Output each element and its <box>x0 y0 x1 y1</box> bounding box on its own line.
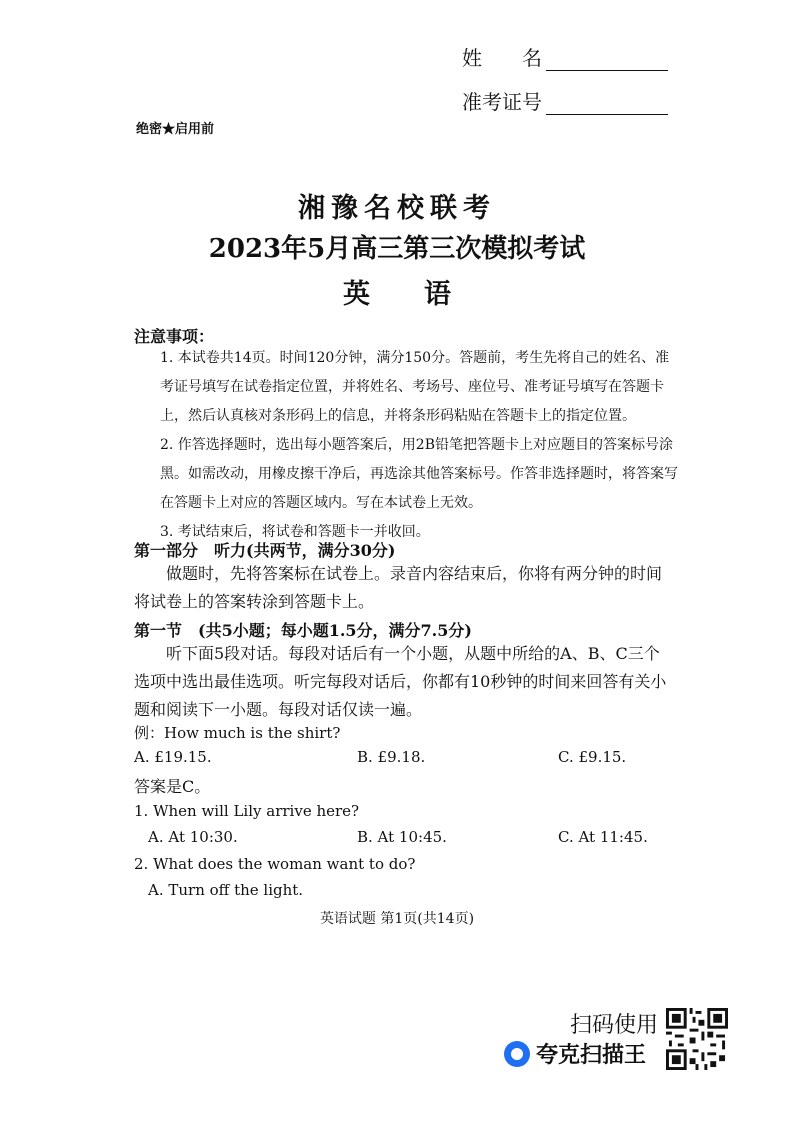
secret-label: 绝密★启用前 <box>136 122 215 137</box>
subject-title: 英 语 <box>343 279 451 310</box>
question-2-stem: 2. What does the woman want to do? <box>134 855 416 873</box>
qr-code-icon[interactable] <box>666 1008 728 1070</box>
notice-item: 3. 考试结束后，将试卷和答题卡一并收回。 <box>160 524 430 540</box>
scanner-brand <box>504 1038 646 1069</box>
section1-intro: 听下面5段对话。每段对话后有一个小题，从题中所给的A、B、C三个选项中选出最佳选项。听完每段对话后，你都有10秒钟的时间来回答有关小题和阅读下一小题。每段对话仅读一遍。 <box>134 644 667 719</box>
notice-heading: 注意事项： <box>134 327 215 346</box>
name-field <box>462 42 668 71</box>
name-blank <box>546 52 668 71</box>
example-option-c: C. £9.15. <box>558 748 627 766</box>
page-footer: 英语试题 第1页(共14页) <box>319 911 475 927</box>
scan-label: 扫码使用 <box>570 1013 659 1038</box>
question-1-option-c: C. At 11:45. <box>558 828 648 846</box>
ticket-blank <box>546 96 668 115</box>
name-label: 姓 名 <box>462 46 542 70</box>
notice-item: 2. 作答选择题时，选出每小题答案后，用2B铅笔把答题卡上对应题目的答案标号涂黑。如需改动，用橡皮擦干净后，再选涂其他答案标号。作答非选择题时，将答案写在答题卡上对应的答题区域内。写在本试卷上无效。 <box>160 437 678 511</box>
part1-heading: 第一部分 听力(共两节，满分30分) <box>134 541 396 560</box>
example-question: 例：How much is the shirt? <box>134 724 341 742</box>
question-1-stem: 1. When will Lily arrive here? <box>134 802 360 820</box>
exam-title: 2023年5月高三第三次模拟考试 <box>208 234 586 264</box>
question-1-option-a: A. At 10:30. <box>148 828 238 846</box>
scanner-brand-name: 夸克扫描王 <box>536 1043 647 1068</box>
notice-item: 1. 本试卷共14页。时间120分钟，满分150分。答题前，考生先将自己的姓名、准考证号填写在试卷指定位置，并将姓名、考场号、座位号、准考证号填写在答题卡上，然后认真核对条形码上的信息，并将条形码粘贴在答题卡上的指定位置。 <box>160 350 670 424</box>
section1-heading: 第一节 (共5小题；每小题1.5分，满分7.5分) <box>134 621 472 640</box>
example-option-b: B. £9.18. <box>357 748 426 766</box>
ticket-field <box>462 86 668 115</box>
question-1-option-b: B. At 10:45. <box>357 828 447 846</box>
ticket-label: 准考证号 <box>462 90 542 114</box>
part1-intro: 做题时，先将答案标在试卷上。录音内容结束后，你将有两分钟的时间将试卷上的答案转涂到答题卡上。 <box>134 564 663 611</box>
notice-list <box>160 344 680 547</box>
scanner-logo-icon <box>504 1041 530 1067</box>
question-2-option-a: A. Turn off the light. <box>148 881 304 899</box>
exam-union-title: 湘豫名校联考 <box>298 193 496 224</box>
example-answer: 答案是C。 <box>134 777 211 796</box>
example-option-a: A. £19.15. <box>134 748 212 766</box>
